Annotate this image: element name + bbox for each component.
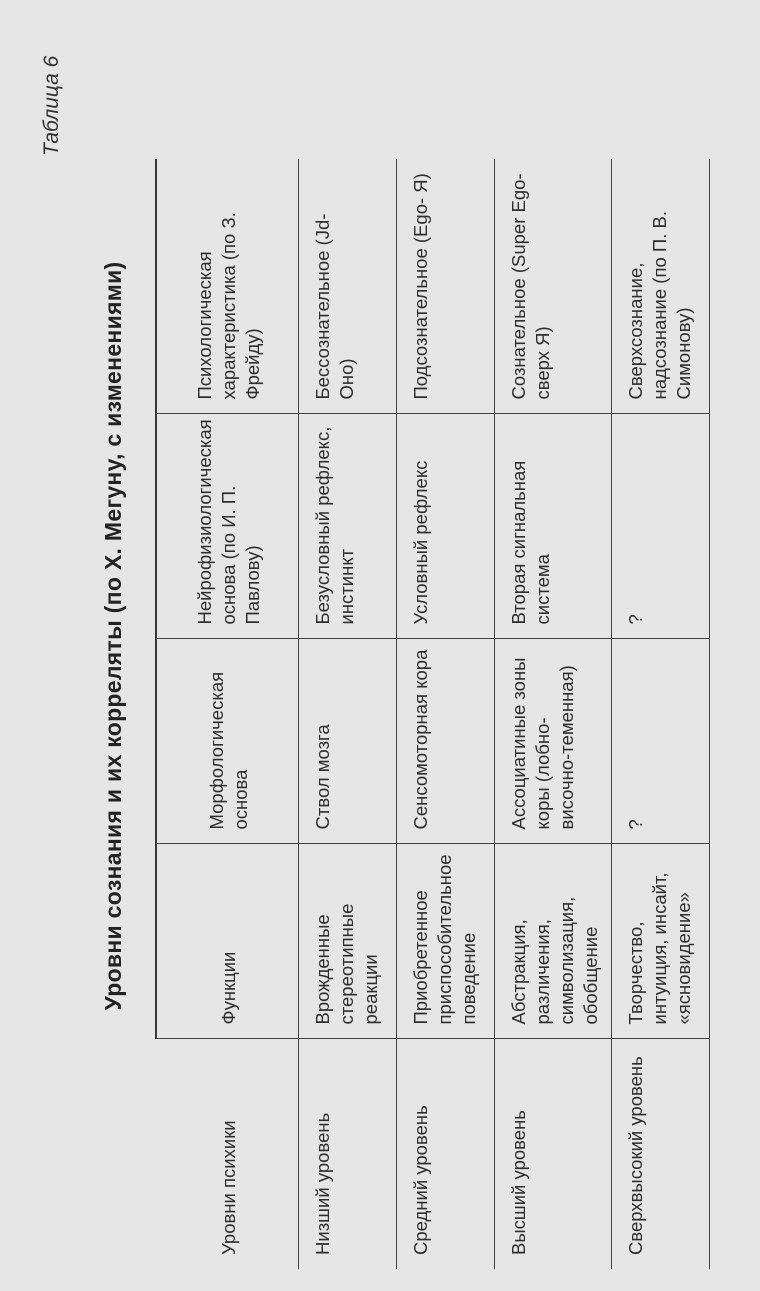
cell-psychology: Сознательное (Super Ego- сверх Я) [494, 159, 611, 414]
header-psychology: Психологическая характеристика (по З. Фрейду) [156, 159, 298, 414]
cell-morphology: Сенсомоторная кора [396, 639, 494, 844]
table-row [396, 159, 494, 1269]
correlates-table [155, 159, 710, 1269]
table-number-label: Таблица 6 [40, 55, 63, 156]
header-neurophysiology: Нейрофизиологическая основа (по И. П. Павлову) [156, 414, 298, 639]
table-title: Уровни сознания и их корреляты (по Х. Мегуну, с изменениями) [100, 261, 126, 1011]
table-row [494, 159, 611, 1269]
cell-level: Высший уровень [494, 1039, 611, 1269]
cell-neurophysiology: Условный рефлекс [396, 414, 494, 639]
cell-level: Низший уровень [298, 1039, 396, 1269]
cell-level: Средний уровень [396, 1039, 494, 1269]
table-row [298, 159, 396, 1269]
cell-functions: Творчество, интуиция, инсайт, «ясновидение» [611, 844, 709, 1039]
cell-morphology: Ствол мозга [298, 639, 396, 844]
cell-neurophysiology: Вторая сигнальная система [494, 414, 611, 639]
table-header-row [156, 159, 298, 1269]
cell-functions: Приобретенное приспособительное поведение [396, 844, 494, 1039]
cell-functions: Абстракция, различения, символизация, обобщение [494, 844, 611, 1039]
cell-morphology: Ассоциатиные зоны коры (лобно-височно-теменная) [494, 639, 611, 844]
cell-morphology: ? [611, 639, 709, 844]
header-levels: Уровни психики [156, 1039, 298, 1269]
cell-psychology: Бессознательное (Jd- Оно) [298, 159, 396, 414]
cell-psychology: Сверхсознание, надсознание (по П. В. Симонову) [611, 159, 709, 414]
cell-neurophysiology: ? [611, 414, 709, 639]
header-functions: Функции [156, 844, 298, 1039]
cell-psychology: Подсознательное (Ego- Я) [396, 159, 494, 414]
cell-neurophysiology: Безусловный рефлекс, инстинкт [298, 414, 396, 639]
cell-functions: Врожденные стереотипные реакции [298, 844, 396, 1039]
table-row [611, 159, 709, 1269]
cell-level: Сверхвысокий уровень [611, 1039, 709, 1269]
header-morphology: Морфологическая основа [156, 639, 298, 844]
